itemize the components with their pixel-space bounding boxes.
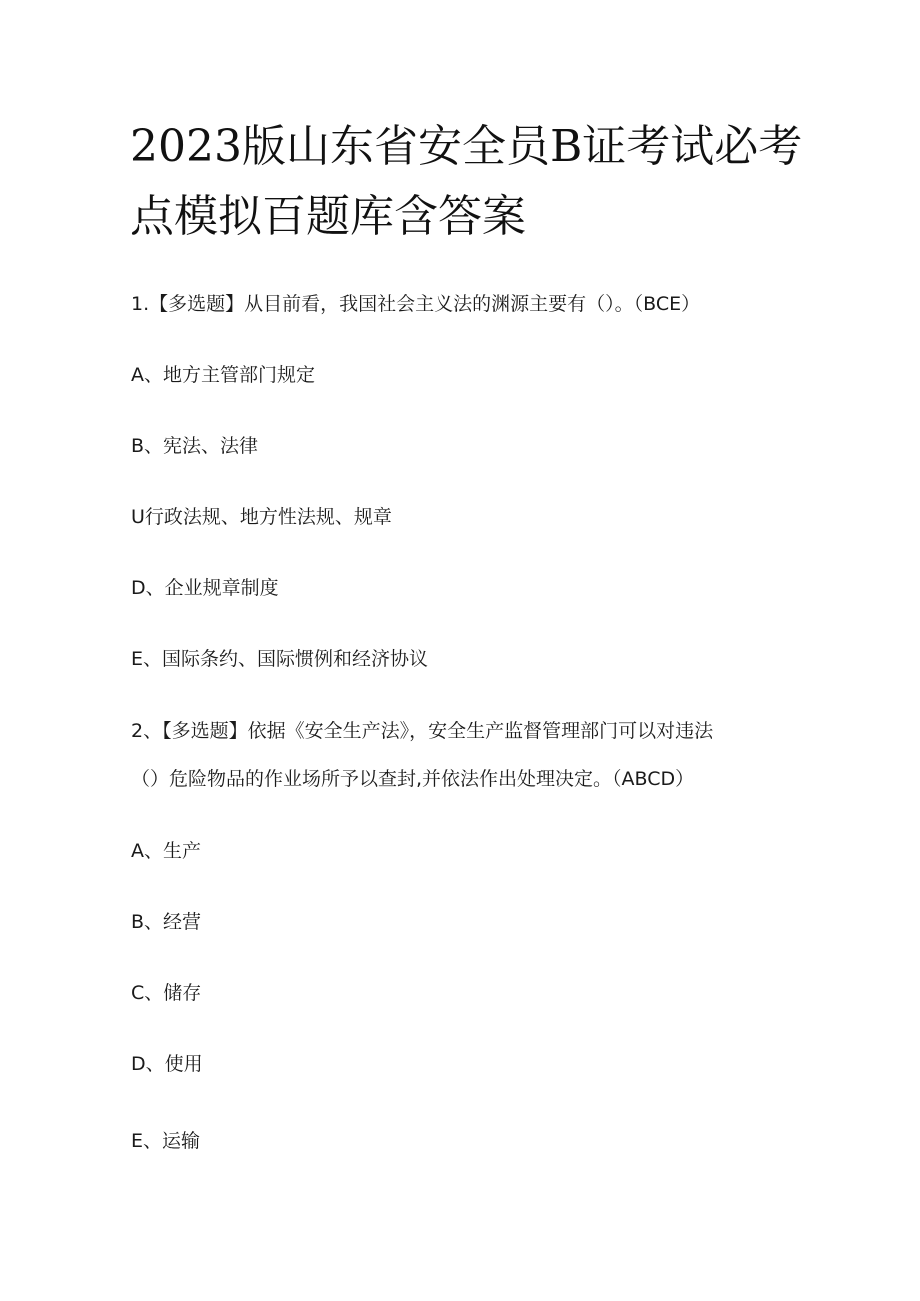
question-2-option-c: C、储存 bbox=[131, 982, 202, 1004]
question-1-option-e: E、国际条约、国际惯例和经济协议 bbox=[131, 648, 429, 670]
question-2-stem-line-1: 2、【多选题】依据《安全生产法》，安全生产监督管理部门可以对违法 bbox=[131, 720, 714, 742]
title-line-1: 2023版山东省安全员B证考试必考 bbox=[130, 121, 803, 172]
question-2-option-a: A、生产 bbox=[131, 840, 201, 862]
question-2-option-b: B、经营 bbox=[131, 911, 202, 933]
question-1-option-b: B、宪法、法律 bbox=[131, 435, 259, 457]
question-1-option-d: D、企业规章制度 bbox=[131, 577, 279, 599]
question-1-option-a: A、地方主管部门规定 bbox=[131, 364, 315, 386]
question-1-stem: 1.【多选题】从目前看，我国社会主义法的渊源主要有（）。（BCE） bbox=[131, 293, 701, 315]
title-line-2: 点模拟百题库含答案 bbox=[130, 191, 526, 242]
question-1-option-c: U行政法规、地方性法规、规章 bbox=[131, 506, 392, 528]
question-2-option-e: E、运输 bbox=[131, 1130, 201, 1152]
question-2-stem-line-2: （）危险物品的作业场所予以查封,并依法作出处理决定。（ABCD） bbox=[131, 768, 695, 790]
question-2-option-d: D、使用 bbox=[131, 1053, 203, 1075]
page-title bbox=[130, 112, 810, 252]
